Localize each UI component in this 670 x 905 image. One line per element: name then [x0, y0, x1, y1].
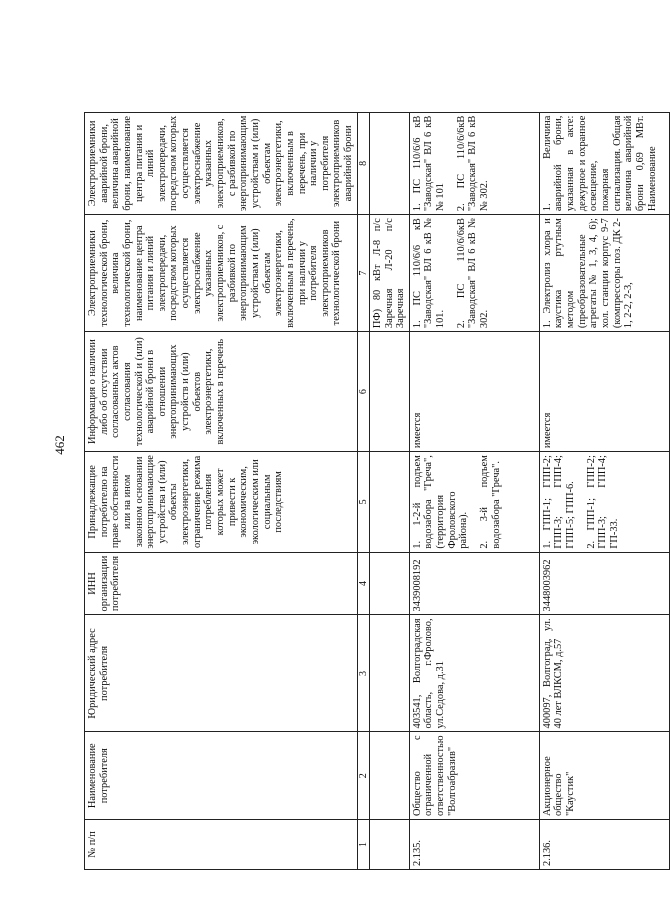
- emergency-reserve-cell: [539, 112, 669, 214]
- consumer-name: Акционерное общество "Каустик": [539, 732, 669, 820]
- header-cell: Наименование потребителя: [85, 732, 358, 820]
- column-number: 2: [357, 732, 369, 820]
- devices-cell: [539, 452, 669, 553]
- table-row: [409, 112, 539, 869]
- column-number: 7: [357, 215, 369, 332]
- list-item: 2. ГПП-1; ГПП-2; ГПП-3; ГПП-4; ГП-33.: [585, 455, 621, 549]
- list-item: 1. ПС 110/6/6 кВ "Заводская" ВЛ 6 кВ № 101.: [411, 218, 447, 329]
- consumer-name: Общество с ограниченной ответственностью "Волгоабразив": [409, 732, 539, 820]
- header-cell: Электроприемники аварийной брони, величина аварийной брони, наименование центра питания и линий электропередачи, посредством которых осуществляется электроснабжение указанных электроприемников, с разбивкой по энергопринимающим устройствам и (или) объектам электроэнергетики, включенным в перечень, при наличии у потребителя электроприемников аварийной брони: [85, 112, 358, 214]
- list-item: 1. ГПП-1; ГПП-2; ГПП-3; ГПП-4; ГПП-5; ГПП-6.: [541, 455, 577, 549]
- header-cell: Электроприемники технологической брони, величина технологической брони, наименование центра питания и линий электропередачи, посредством которых осуществляется электроснабжение указанных электроприемников, с разбивкой по энергопринимающим устройствам и (или) объектам электроэнергетики, включенным в перечень, при наличии у потребителя электроприемников технологической брони: [85, 215, 358, 332]
- header-cell: Юридический адрес потребителя: [85, 615, 358, 732]
- tech-reserve-cell: [539, 215, 669, 332]
- continuation-row: [369, 112, 409, 869]
- consumer-inn: 3439008192: [409, 552, 539, 615]
- list-item: 1. ПС 110/6/6 кВ "Заводская" ВЛ 6 кВ № 101: [411, 115, 447, 212]
- column-number: 8: [357, 112, 369, 214]
- devices-cell: [409, 452, 539, 553]
- row-number: 2.135.: [409, 820, 539, 870]
- tech-reserve-cell: [409, 215, 539, 332]
- header-cell: ИНН организации потребителя: [85, 552, 358, 615]
- column-number-row: [357, 112, 369, 869]
- column-number: 4: [357, 552, 369, 615]
- emergency-reserve-cell: [409, 112, 539, 214]
- consumer-address: 403541, Волгоградская область, г.Фролово, ул.Седова, д.31: [409, 615, 539, 732]
- page-number: 462: [52, 435, 67, 455]
- list-item: 2. ПС 110/6/6кВ "Заводская" ВЛ 6 кВ № 302.: [455, 218, 491, 329]
- table-header-row: [85, 112, 358, 869]
- table-row: [539, 112, 669, 869]
- column-number: 1: [357, 820, 369, 870]
- header-cell: Информация о наличии либо об отсутствии согласованных актов согласования технологической и (или) аварийной брони в отношении энергопринимающих устройств и (или) объектов электроэнергетики, включенных в перечень: [85, 332, 358, 452]
- header-cell: № п/п: [85, 820, 358, 870]
- column-number: 3: [357, 615, 369, 732]
- column-number: 5: [357, 452, 369, 553]
- acts-cell: имеется: [539, 332, 669, 452]
- consumer-address: 400097, Волгоград, ул. 40 лет ВЛКСМ, д.57: [539, 615, 669, 732]
- list-item: 1. Электролиз хлора и каустика ртутным методом (преобразовательные агрегаты № 1, 3, 4, 6); хол. станции корпус 9-7 (компрессоры поз. ДК 2-1, 2-2, 2-3,: [541, 218, 635, 329]
- consumer-table: [84, 112, 670, 870]
- list-item: 2. 3-й подъем водозабора "Греча".: [479, 455, 502, 549]
- list-item: 2. ПС 110/6/6кВ "Заводская" ВЛ 6 кВ № 302.: [455, 115, 491, 212]
- list-item: 1. Величина аварийной брони, указанная в акте: дежурное и охранное освещение, пожарная сигнализация. Общая величина аварийной брони 0,69 МВт. Наименование: [541, 115, 658, 212]
- continuation-text: ПФ) 80 кВт Л-8 п/с Заречная Л-20 п/с Заречная: [369, 215, 409, 332]
- acts-cell: имеется: [409, 332, 539, 452]
- column-number: 6: [357, 332, 369, 452]
- list-item: 1. 1-2-й подъем водозабора "Греча", (территория Фроловского района).: [411, 455, 470, 549]
- header-cell: Принадлежащие потребителю на праве собственности или на ином законном основании энергопринимающие устройства и (или) объекты электроэнергетики, ограничение режима потребления которых может привести к экономическим, экологическим или социальным последствиям: [85, 452, 358, 553]
- consumer-inn: 3448003962: [539, 552, 669, 615]
- row-number: 2.136.: [539, 820, 669, 870]
